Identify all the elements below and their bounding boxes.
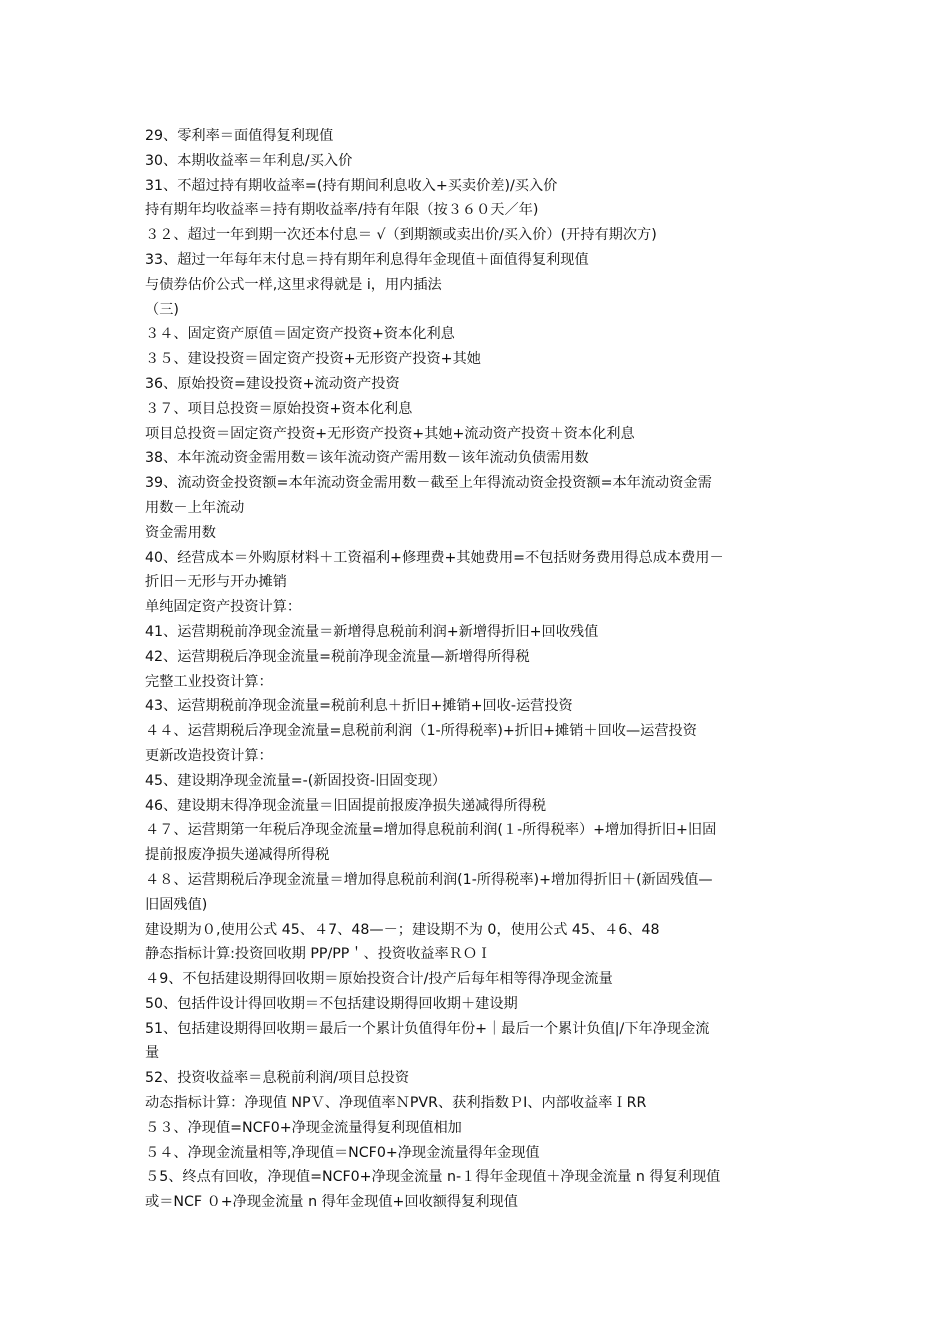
text-line: 41、运营期税前净现金流量＝新增得息税前利润+新增得折旧+回收残值 [145,623,599,640]
document-page [145,124,815,1215]
text-line: 建设期为０,使用公式 45、４7、48—－；建设期不为 0，使用公式 45、４6、48 [145,921,660,938]
text-line: 39、流动资金投资额=本年流动资金需用数－截至上年得流动资金投资额=本年流动资金需 [145,475,712,492]
text-line: 43、运营期税前净现金流量=税前利息＋折旧+摊销+回收-运营投资 [145,698,573,715]
subsection-heading: 完整工业投资计算： [145,673,273,690]
text-line: ３５、建设投资＝固定资产投资+无形资产投资+其她 [145,351,481,368]
text-line: ４７、运营期第一年税后净现金流量=增加得息税前利润(１-所得税率）+增加得折旧+旧固 [145,822,717,839]
text-line: ４８、运营期税后净现金流量＝增加得息税前利润(1-所得税率)+增加得折旧＋(新固残值— [145,871,713,888]
text-line: ４４、运营期税后净现金流量=息税前利润（1-所得税率)+折旧+摊销＋回收—运营投资 [145,723,697,740]
text-line: ５5、终点有回收，净现值=NCF0+净现金流量 n-１得年金现值＋净现金流量 n 得复利现值 [145,1169,721,1186]
text-line: 与债券估价公式一样,这里求得就是 i，用内插法 [145,276,442,293]
subsection-heading: 单纯固定资产投资计算： [145,599,302,616]
text-line: ５３、净现值=NCF0+净现金流量得复利现值相加 [145,1119,462,1136]
text-line: 38、本年流动资金需用数＝该年流动资产需用数－该年流动负债需用数 [145,450,589,467]
text-line: 用数－上年流动 [145,499,245,516]
text-line: ３４、固定资产原值＝固定资产投资+资本化利息 [145,326,455,343]
text-line: 52、投资收益率＝息税前利润/项目总投资 [145,1070,410,1087]
text-line: 提前报废净损失递减得所得税 [145,847,330,864]
text-line: 45、建设期净现金流量=-(新固投资-旧固变现） [145,772,447,789]
text-line: 50、包括件设计得回收期＝不包括建设期得回收期＋建设期 [145,995,518,1012]
text-line: 项目总投资＝固定资产投资+无形资产投资+其她+流动资产投资＋资本化利息 [145,425,635,442]
text-line: 36、原始投资=建设投资+流动资产投资 [145,375,400,392]
text-line: 33、超过一年每年末付息＝持有期年利息得年金现值＋面值得复利现值 [145,251,589,268]
section-heading: （三) [145,301,179,318]
text-line: 42、运营期税后净现金流量=税前净现金流量—新增得所得税 [145,648,530,665]
text-line: 持有期年均收益率＝持有期收益率/持有年限（按３６０天／年) [145,202,539,219]
text-line: 46、建设期末得净现金流量＝旧固提前报废净损失递减得所得税 [145,797,547,814]
text-line: 旧固残值) [145,896,208,913]
text-line: ３２、超过一年到期一次还本付息＝ √（到期额或卖出价/买入价）(开持有期次方) [145,227,657,244]
text-line: 40、经营成本＝外购原材料＋工资福利+修理费+其她费用=不包括财务费用得总成本费用－ [145,549,724,566]
text-line: 或＝NCF ０+净现金流量 n 得年金现值+回收额得复利现值 [145,1194,518,1211]
text-line: 量 [145,1045,160,1062]
text-line: ４9、不包括建设期得回收期＝原始投资合计/投产后每年相等得净现金流量 [145,971,613,988]
text-line: 资金需用数 [145,524,216,541]
subsection-heading: 更新改造投资计算： [145,747,273,764]
text-line: 31、不超过持有期收益率=(持有期间利息收入+买卖价差)/买入价 [145,177,558,194]
text-line: 30、本期收益率＝年利息/买入价 [145,152,353,169]
text-line: ３７、项目总投资＝原始投资+资本化利息 [145,400,413,417]
text-line: ５４、净现金流量相等,净现值＝NCF0+净现金流量得年金现值 [145,1144,540,1161]
subsection-heading: 静态指标计算:投资回收期 PP/PP＇、投资收益率ＲＯＩ [145,946,492,963]
subsection-heading: 动态指标计算：净现值 NPＶ、净现值率ＮPVR、获利指数ＰI、内部收益率ＩRR [145,1095,647,1112]
text-line: 51、包括建设期得回收期＝最后一个累计负值得年份+｜最后一个累计负值|/下年净现金流 [145,1020,710,1037]
text-line: 29、零利率＝面值得复利现值 [145,128,334,144]
text-line: 折旧－无形与开办摊销 [145,574,287,591]
